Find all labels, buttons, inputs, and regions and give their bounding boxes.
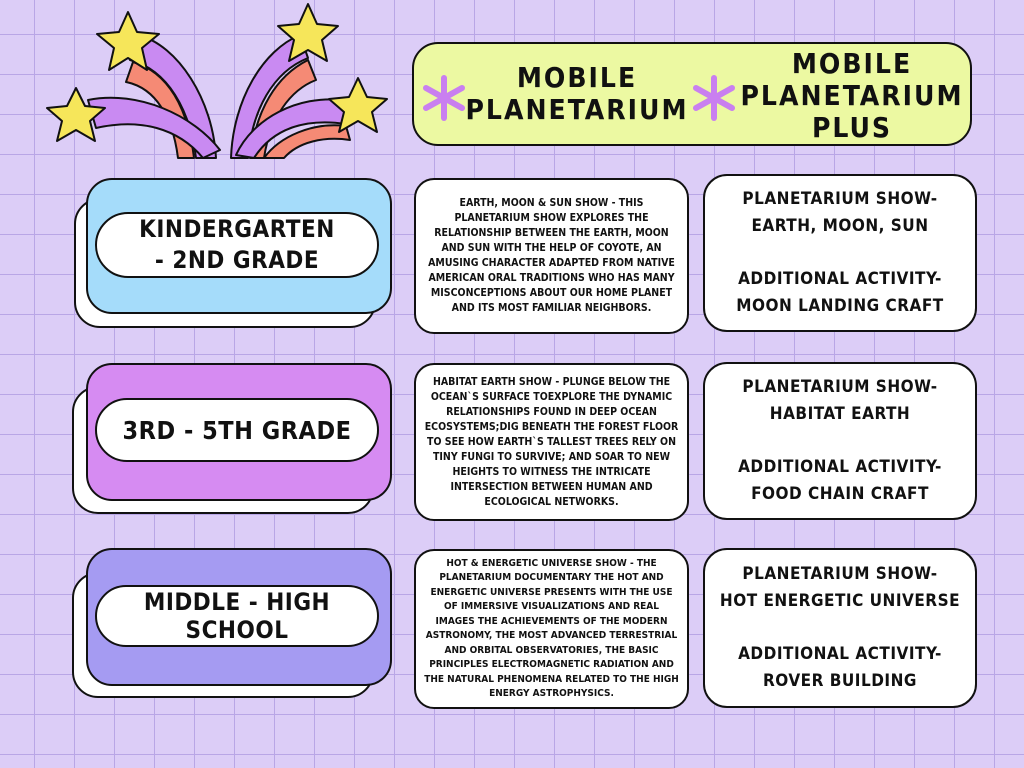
header-title-mobile-planetarium-plus: MOBILE PLANETARIUM PLUS	[740, 47, 964, 144]
plus-info-k2: PLANETARIUM SHOW- EARTH, MOON, SUN ADDITIONAL ACTIVITY- MOON LANDING CRAFT	[703, 174, 977, 332]
sparkle-icon	[690, 74, 738, 122]
plus-info-ms-hs: PLANETARIUM SHOW- HOT ENERGETIC UNIVERSE ADDITIONAL ACTIVITY- ROVER BUILDING	[703, 548, 977, 708]
header-banner	[412, 42, 972, 146]
sparkle-icon	[420, 74, 468, 122]
description-k2: EARTH, MOON & SUN SHOW - THIS PLANETARIUM SHOW EXPLORES THE RELATIONSHIP BETWEEN THE EARTH, MOON AND SUN WITH THE HELP OF COYOTE, AN AMUSING CHARACTER ADAPTED FROM NATIVE AMERICAN ORAL TRADITIONS WHO HAS MANY MISCONCEPTIONS ABOUT OUR HOME PLANET AND ITS MOST FAMILIAR NEIGHBORS.	[414, 178, 689, 334]
grade-label-3-5: 3RD - 5TH GRADE	[95, 398, 379, 462]
shooting-stars-decoration	[28, 0, 398, 170]
header-title-mobile-planetarium: MOBILE PLANETARIUM	[465, 61, 689, 126]
plus-info-3-5: PLANETARIUM SHOW- HABITAT EARTH ADDITIONAL ACTIVITY- FOOD CHAIN CRAFT	[703, 362, 977, 520]
description-3-5: HABITAT EARTH SHOW - PLUNGE BELOW THE OCEAN`S SURFACE TOEXPLORE THE DYNAMIC RELATIONSHIPS FOUND IN DEEP OCEAN ECOSYSTEMS;DIG BENEATH THE FOREST FLOOR TO SEE HOW EARTH`S TALLEST TREES RELY ON TINY FUNGI TO SURVIVE; AND SOAR TO NEW HEIGHTS TO WITNESS THE INTRICATE INTERSECTION BETWEEN HUMAN AND ECOLOGICAL NETWORKS.	[414, 363, 689, 521]
description-ms-hs: HOT & ENERGETIC UNIVERSE SHOW - THE PLANETARIUM DOCUMENTARY THE HOT AND ENERGETIC UNIVERSE PRESENTS WITH THE USE OF IMMERSIVE VISUALIZATIONS AND REAL IMAGES THE ACHIEVEMENTS OF THE MODERN ASTRONOMY, THE MOST ADVANCED TERRESTRIAL AND ORBITAL OBSERVATORIES, THE BASIC PRINCIPLES ELECTROMAGNETIC RADIATION AND THE NATURAL PHENOMENA RELATED TO THE HIGH ENERGY ASTROPHYSICS.	[414, 549, 689, 709]
grade-label-ms-hs: MIDDLE - HIGH SCHOOL	[95, 585, 379, 647]
grade-label-k2: KINDERGARTEN - 2ND GRADE	[95, 212, 379, 278]
